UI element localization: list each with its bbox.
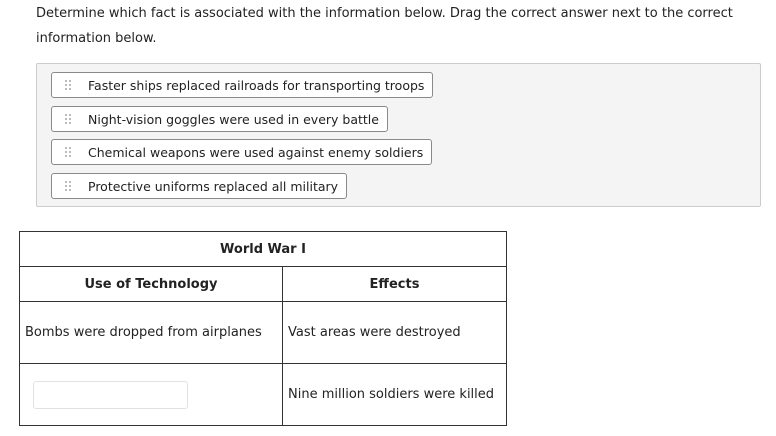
answer-chip-4[interactable] [51, 173, 347, 199]
answer-chip-1[interactable] [51, 72, 433, 98]
table-title: World War I [20, 232, 507, 267]
answer-drop-zone[interactable] [33, 381, 188, 409]
answer-chip-3[interactable] [51, 139, 432, 165]
table-cell-effect: Vast areas were destroyed [283, 302, 507, 364]
column-header-technology: Use of Technology [20, 267, 283, 302]
table-cell-technology: Bombs were dropped from airplanes [20, 302, 283, 364]
table-cell-effect: Nine million soldiers were killed [283, 364, 507, 426]
drag-handle-icon[interactable] [65, 147, 72, 158]
table-cell-technology [20, 364, 283, 426]
answer-chip-label: Protective uniforms replaced all military [88, 178, 339, 194]
column-header-effects: Effects [283, 267, 507, 302]
world-war-table [19, 231, 507, 426]
drag-handle-icon[interactable] [65, 114, 72, 125]
question-instructions: Determine which fact is associated with the information below. Drag the correct answer next to the correct information below. [36, 6, 733, 46]
answer-chip-label: Chemical weapons were used against enemy soldiers [88, 144, 424, 160]
drag-handle-icon[interactable] [65, 181, 72, 192]
drag-handle-icon[interactable] [65, 80, 72, 91]
answer-chip-label: Night-vision goggles were used in every battle [88, 111, 379, 127]
answer-chip-2[interactable] [51, 106, 388, 132]
answer-chip-label: Faster ships replaced railroads for transporting troops [88, 77, 425, 93]
answer-bank [36, 63, 761, 207]
